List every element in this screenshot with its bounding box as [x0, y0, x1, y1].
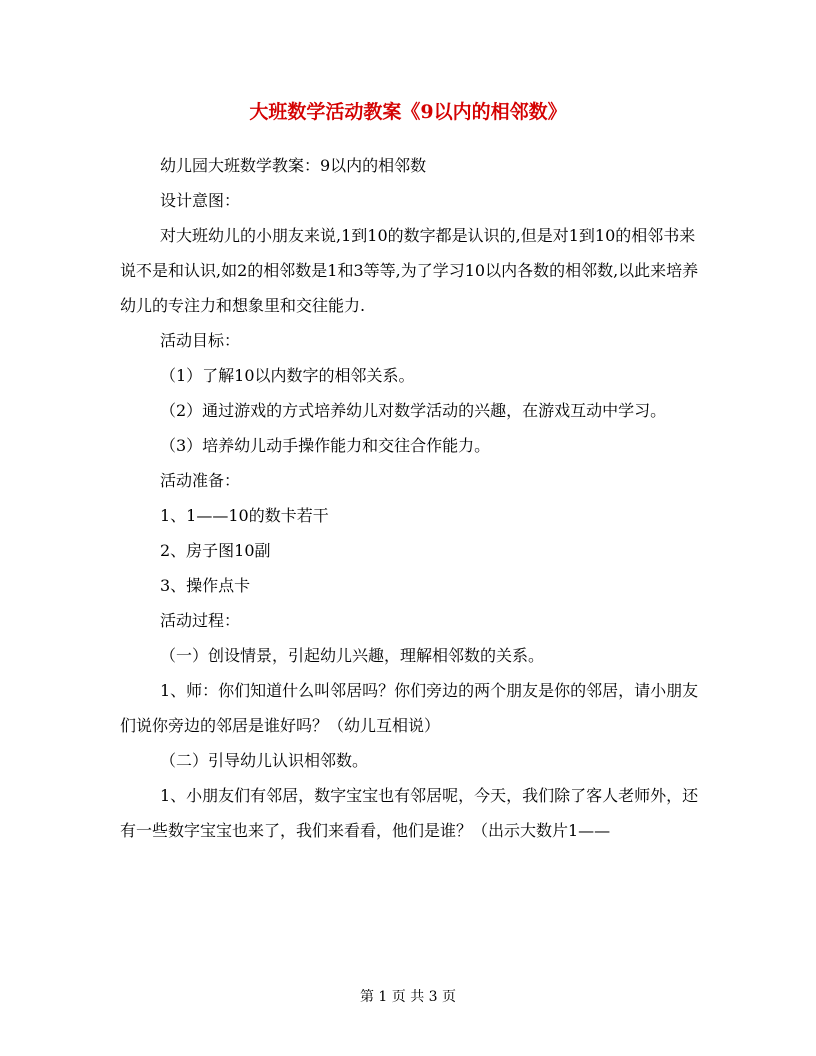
- paragraph: 1、师：你们知道什么叫邻居吗？你们旁边的两个朋友是你的邻居，请小朋友们说你旁边的邻居是谁好吗？（幼儿互相说）: [120, 681, 699, 735]
- paragraph: 2、房子图10副: [160, 541, 271, 560]
- paragraph: （2）通过游戏的方式培养幼儿对数学活动的兴趣，在游戏互动中学习。: [160, 401, 667, 420]
- paragraph: 幼儿园大班数学教案：9以内的相邻数: [160, 156, 427, 175]
- paragraph: 活动目标：: [160, 331, 241, 350]
- paragraph: 对大班幼儿的小朋友来说,1到10的数字都是认识的,但是对1到10的相邻书来说不是和认识,如2的相邻数是1和3等等,为了学习10以内各数的相邻数,以此来培养幼儿的专注力和想象里和交往能力.: [120, 226, 699, 315]
- paragraph: （二）引导幼儿认识相邻数。: [160, 751, 369, 770]
- paragraph: （一）创设情景，引起幼儿兴趣，理解相邻数的关系。: [160, 646, 545, 665]
- paragraph: 1、小朋友们有邻居，数字宝宝也有邻居呢，今天，我们除了客人老师外，还有一些数字宝宝也来了，我们来看看，他们是谁？（出示大数片1——: [120, 786, 699, 840]
- paragraph: 活动过程：: [160, 611, 241, 630]
- paragraph: 设计意图：: [160, 191, 241, 210]
- document-body: [120, 148, 700, 848]
- paragraph: 活动准备：: [160, 471, 241, 490]
- paragraph: 3、操作点卡: [160, 576, 251, 595]
- document-title: 大班数学活动教案《9以内的相邻数》: [249, 101, 567, 123]
- page-footer: 第 1 页 共 3 页: [359, 989, 457, 1005]
- paragraph: （3）培养幼儿动手操作能力和交往合作能力。: [160, 436, 491, 455]
- paragraph: 1、1——10的数卡若干: [160, 506, 329, 525]
- paragraph: （1）了解10以内数字的相邻关系。: [160, 366, 415, 385]
